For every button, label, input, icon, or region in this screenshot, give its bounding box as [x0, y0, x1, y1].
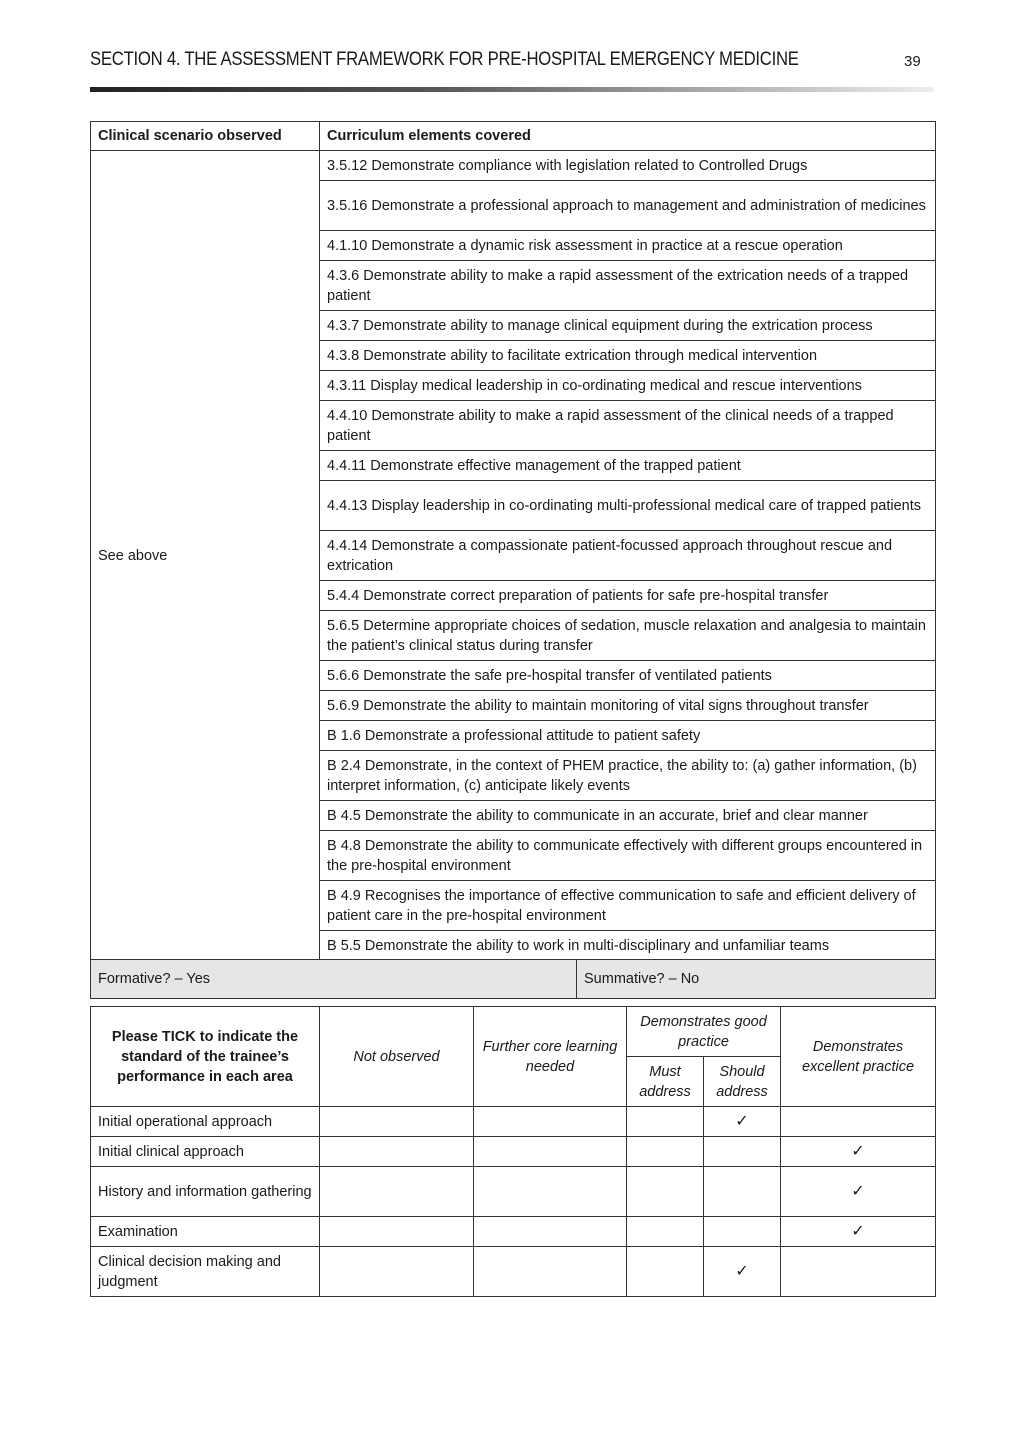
scenario-cell: See above: [91, 151, 320, 961]
rating-cell-should-address[interactable]: [704, 1107, 781, 1137]
curriculum-element: 5.6.5 Determine appropriate choices of sedation, muscle relaxation and analgesia to maintain the patient’s clinical status during transfer: [320, 611, 936, 661]
column-header-further-learning: Further core learning needed: [474, 1007, 627, 1107]
tick-icon: ✓: [735, 1112, 749, 1130]
rating-cell-must-address[interactable]: [627, 1137, 704, 1167]
curriculum-element: B 4.8 Demonstrate the ability to communicate effectively with different groups encountered in the pre-hospital environment: [320, 831, 936, 881]
curriculum-element: 4.4.10 Demonstrate ability to make a rapid assessment of the clinical needs of a trapped patient: [320, 401, 936, 451]
performance-area-label: History and information gathering: [91, 1167, 320, 1217]
rating-cell-must-address[interactable]: [627, 1107, 704, 1137]
tick-icon: ✓: [851, 1182, 865, 1200]
curriculum-element: 5.6.6 Demonstrate the safe pre-hospital transfer of ventilated patients: [320, 661, 936, 691]
header-divider: [90, 87, 934, 92]
rating-row: [91, 1247, 936, 1297]
performance-area-label: Clinical decision making and judgment: [91, 1247, 320, 1297]
rating-cell-not-observed[interactable]: [320, 1217, 474, 1247]
summative-status: Summative? – No: [577, 960, 936, 999]
curriculum-element: 3.5.12 Demonstrate compliance with legislation related to Controlled Drugs: [320, 151, 936, 181]
curriculum-row: [91, 151, 936, 181]
rating-cell-further-learning[interactable]: [474, 1167, 627, 1217]
performance-rating-table: [90, 1006, 936, 1297]
curriculum-element: 3.5.16 Demonstrate a professional approach to management and administration of medicines: [320, 181, 936, 231]
rating-cell-should-address[interactable]: [704, 1137, 781, 1167]
rating-cell-excellent[interactable]: [781, 1107, 936, 1137]
column-header-scenario: Clinical scenario observed: [91, 122, 320, 151]
curriculum-element: 4.4.13 Display leadership in co-ordinating multi-professional medical care of trapped patients: [320, 481, 936, 531]
curriculum-element: B 1.6 Demonstrate a professional attitude to patient safety: [320, 721, 936, 751]
rating-row: [91, 1217, 936, 1247]
curriculum-element: B 2.4 Demonstrate, in the context of PHEM practice, the ability to: (a) gather information, (b) interpret information, (c) anticipate likely events: [320, 751, 936, 801]
column-header-excellent: Demonstrates excellent practice: [781, 1007, 936, 1107]
rating-cell-not-observed[interactable]: [320, 1107, 474, 1137]
performance-area-label: Initial operational approach: [91, 1107, 320, 1137]
rating-row: [91, 1167, 936, 1217]
page-number: 39: [904, 53, 921, 70]
curriculum-element: 4.3.7 Demonstrate ability to manage clinical equipment during the extrication process: [320, 311, 936, 341]
column-header-must-address: Must address: [627, 1057, 704, 1107]
curriculum-element: 4.3.6 Demonstrate ability to make a rapid assessment of the extrication needs of a trapped patient: [320, 261, 936, 311]
rating-cell-not-observed[interactable]: [320, 1167, 474, 1217]
curriculum-element: 4.1.10 Demonstrate a dynamic risk assessment in practice at a rescue operation: [320, 231, 936, 261]
curriculum-element: 5.6.9 Demonstrate the ability to maintain monitoring of vital signs throughout transfer: [320, 691, 936, 721]
rating-cell-further-learning[interactable]: [474, 1217, 627, 1247]
rating-row: [91, 1137, 936, 1167]
column-header-good-practice: Demonstrates good practice: [627, 1007, 781, 1057]
rating-cell-should-address[interactable]: [704, 1217, 781, 1247]
tick-instruction: Please TICK to indicate the standard of the trainee’s performance in each area: [91, 1007, 320, 1107]
curriculum-element: 4.3.8 Demonstrate ability to facilitate extrication through medical intervention: [320, 341, 936, 371]
rating-row: [91, 1107, 936, 1137]
curriculum-element: 4.4.11 Demonstrate effective management of the trapped patient: [320, 451, 936, 481]
curriculum-element: B 5.5 Demonstrate the ability to work in multi-disciplinary and unfamiliar teams: [320, 931, 936, 961]
page-header-title: SECTION 4. THE ASSESSMENT FRAMEWORK FOR PRE-HOSPITAL EMERGENCY MEDICINE: [90, 49, 799, 70]
tick-icon: ✓: [851, 1142, 865, 1160]
rating-cell-must-address[interactable]: [627, 1217, 704, 1247]
performance-area-label: Initial clinical approach: [91, 1137, 320, 1167]
rating-cell-further-learning[interactable]: [474, 1137, 627, 1167]
rating-cell-excellent[interactable]: [781, 1247, 936, 1297]
curriculum-element: 5.4.4 Demonstrate correct preparation of patients for safe pre-hospital transfer: [320, 581, 936, 611]
tick-icon: ✓: [735, 1262, 749, 1280]
curriculum-element: 4.4.14 Demonstrate a compassionate patient-focussed approach throughout rescue and extrication: [320, 531, 936, 581]
rating-cell-not-observed[interactable]: [320, 1247, 474, 1297]
assessment-type-row: [90, 959, 936, 999]
curriculum-element: B 4.9 Recognises the importance of effective communication to safe and efficient delivery of patient care in the pre-hospital environment: [320, 881, 936, 931]
rating-cell-excellent[interactable]: [781, 1167, 936, 1217]
tick-icon: ✓: [851, 1222, 865, 1240]
rating-cell-should-address[interactable]: [704, 1247, 781, 1297]
curriculum-element: B 4.5 Demonstrate the ability to communicate in an accurate, brief and clear manner: [320, 801, 936, 831]
column-header-should-address: Should address: [704, 1057, 781, 1107]
rating-cell-excellent[interactable]: [781, 1217, 936, 1247]
performance-area-label: Examination: [91, 1217, 320, 1247]
curriculum-element: 4.3.11 Display medical leadership in co-ordinating medical and rescue interventions: [320, 371, 936, 401]
rating-cell-further-learning[interactable]: [474, 1247, 627, 1297]
column-header-curriculum: Curriculum elements covered: [320, 122, 936, 151]
rating-cell-excellent[interactable]: [781, 1137, 936, 1167]
rating-cell-must-address[interactable]: [627, 1247, 704, 1297]
formative-status: Formative? – Yes: [91, 960, 577, 999]
column-header-not-observed: Not observed: [320, 1007, 474, 1107]
rating-cell-must-address[interactable]: [627, 1167, 704, 1217]
curriculum-table: [90, 121, 936, 961]
rating-cell-should-address[interactable]: [704, 1167, 781, 1217]
rating-cell-not-observed[interactable]: [320, 1137, 474, 1167]
rating-cell-further-learning[interactable]: [474, 1107, 627, 1137]
